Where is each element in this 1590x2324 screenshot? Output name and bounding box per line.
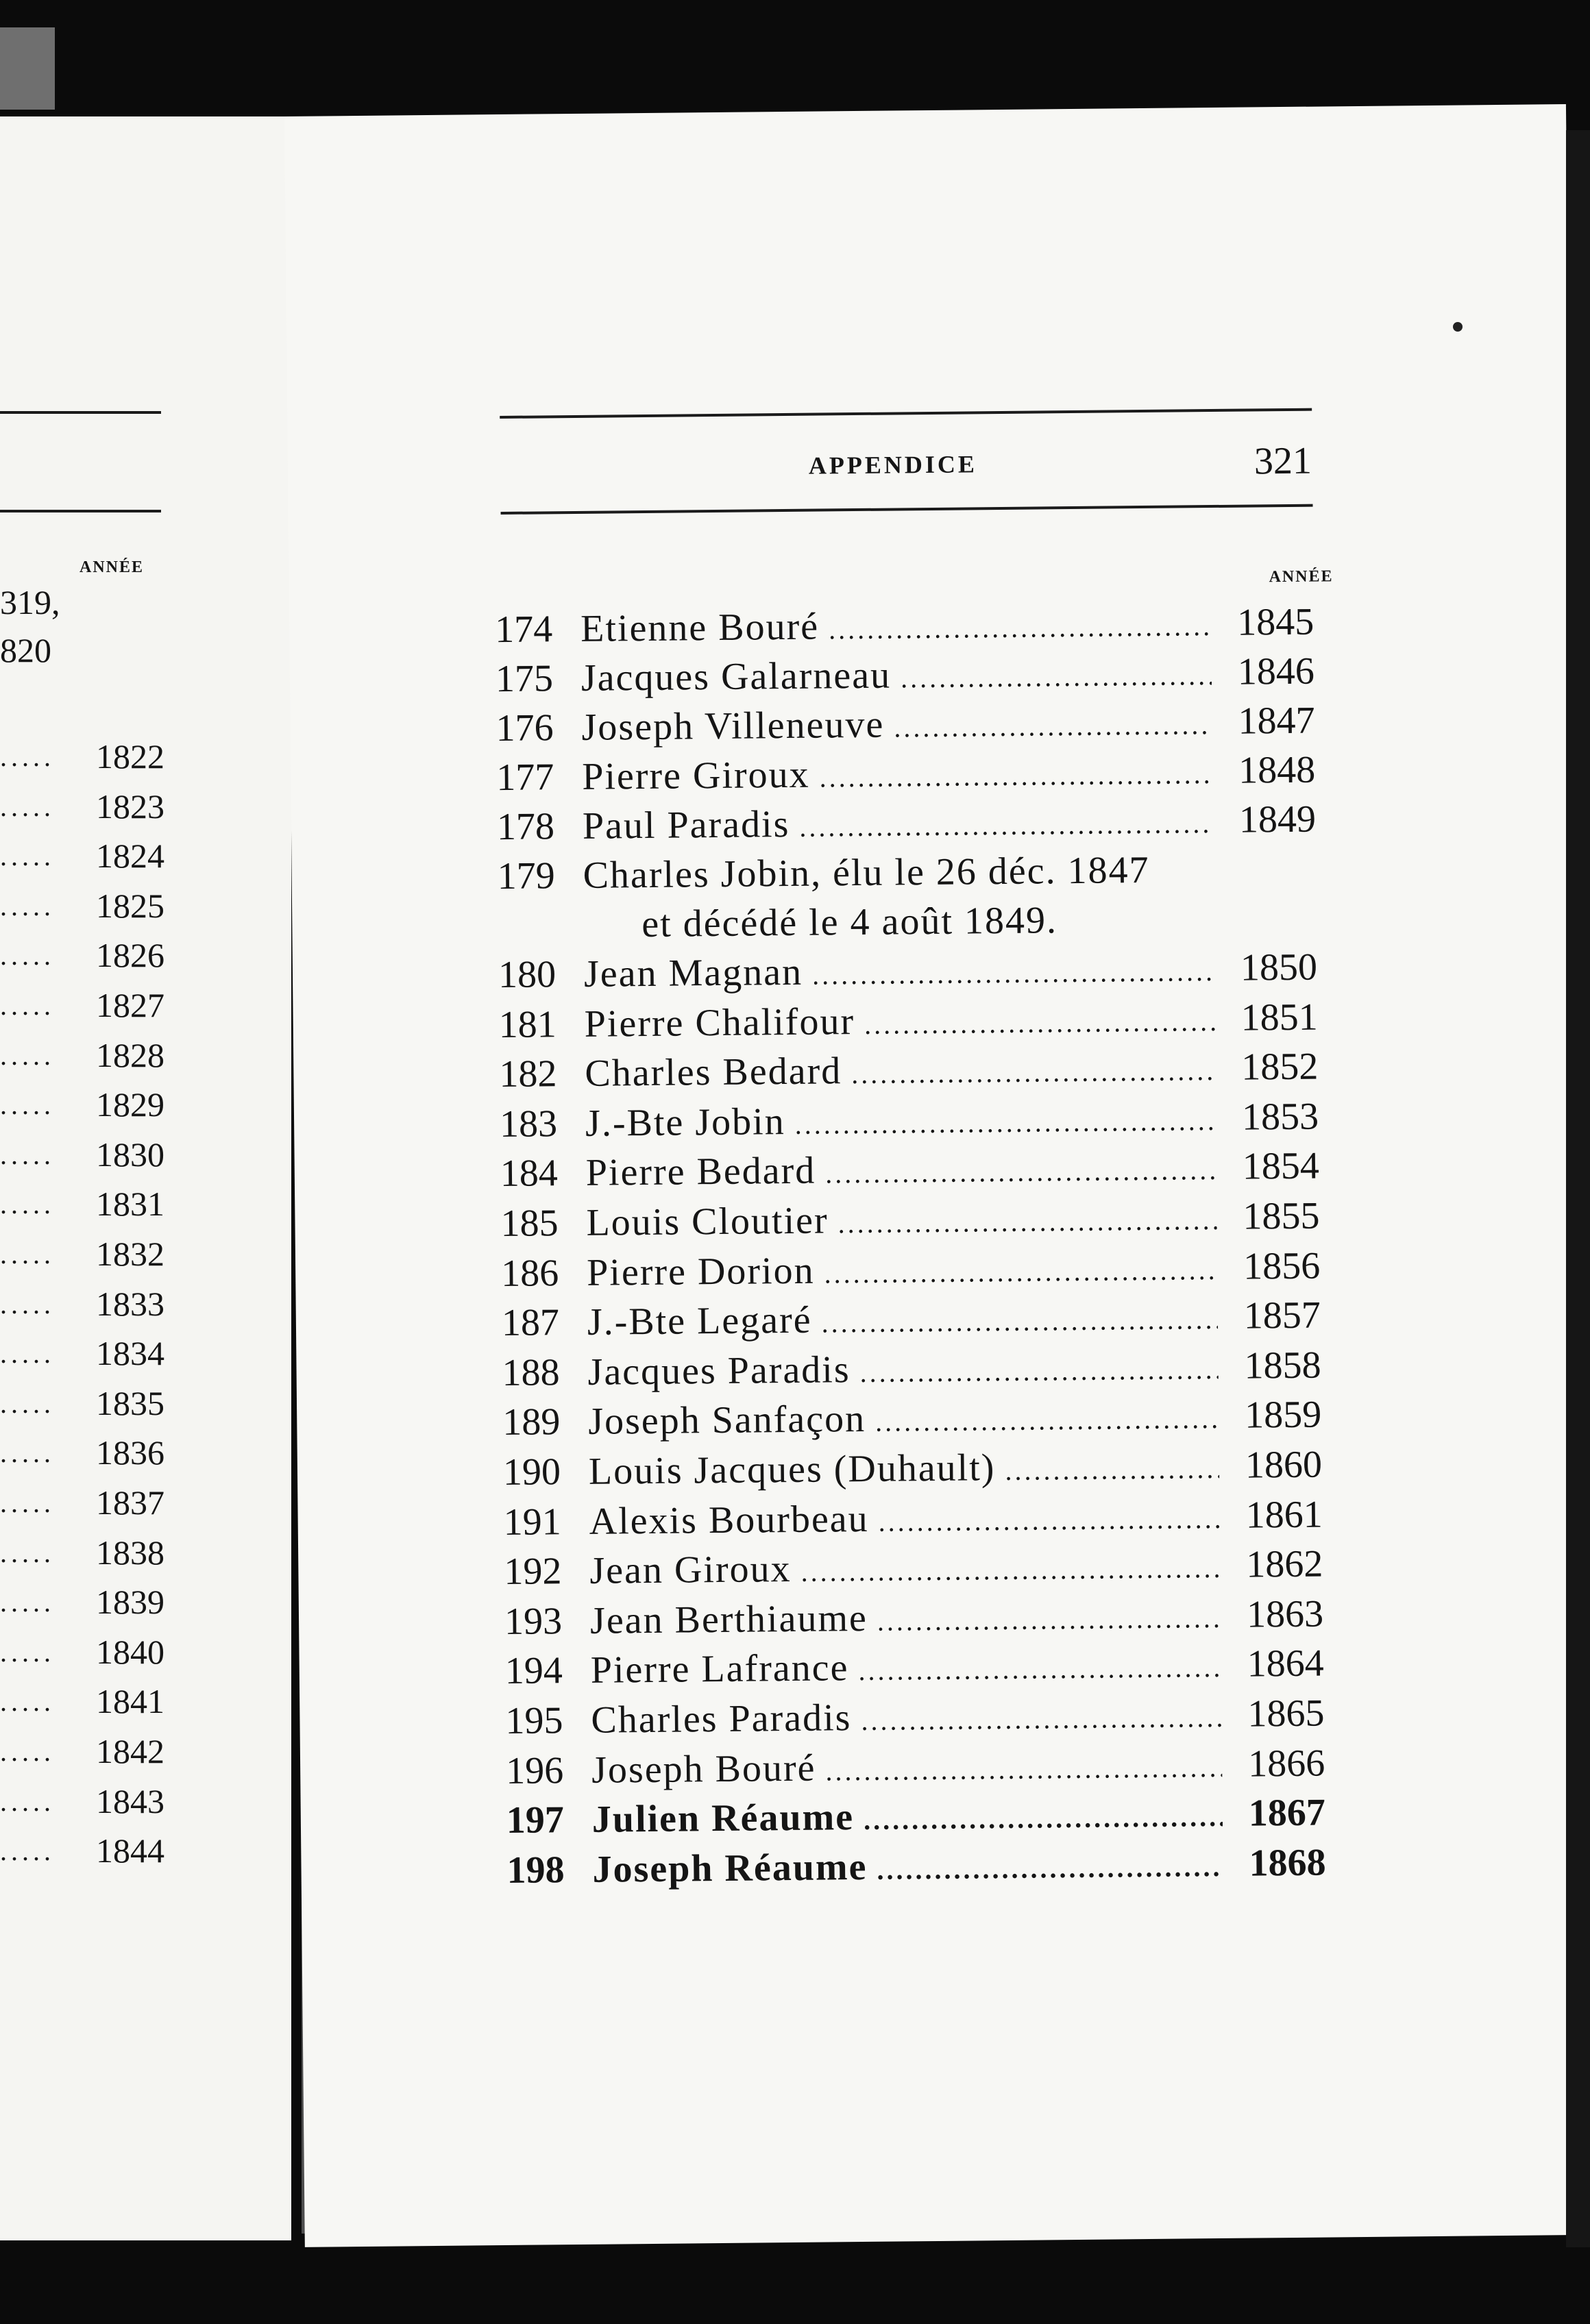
left-year-row [0,1533,164,1581]
entry-name: Pierre Bedard ..... [586,1145,1217,1195]
leader-dots: ..... [0,890,55,922]
entry-year: 1854 [1242,1144,1320,1189]
leader-dots: ..... [0,1736,55,1767]
entry-number: 196 [505,1748,564,1792]
entry-number: 194 [504,1649,563,1693]
left-year: 1833 [96,1284,164,1323]
header-rule-bottom [501,504,1313,515]
entry-row [502,1393,1322,1450]
entry-row [495,600,1314,657]
entry-number: 179 [497,854,555,898]
left-year: 1844 [96,1831,164,1870]
entry-row [496,650,1315,706]
left-continuation-1: 319, [0,583,60,621]
left-year: 1830 [96,1135,164,1174]
entry-year: 1859 [1244,1393,1322,1437]
left-year-row [0,1383,164,1431]
left-year: 1840 [96,1632,164,1671]
left-year: 1825 [96,886,164,925]
right-page [284,104,1587,2247]
leader-dots: ..... [0,741,55,772]
entry-row [500,1194,1320,1251]
entry-row [498,995,1318,1052]
left-year-row [0,787,164,835]
entry-number: 198 [506,1848,565,1892]
left-year: 1834 [96,1334,164,1373]
entry-number: 175 [495,657,554,701]
entry-number: 187 [501,1301,560,1345]
entry-name: Pierre Dorion ..... [587,1245,1218,1295]
left-year-row [0,1831,164,1879]
entry-number: 186 [500,1251,559,1295]
entry-year: 1862 [1246,1542,1323,1586]
entry-year: 1863 [1246,1592,1324,1636]
entry-name: Pierre Chalifour ..... [584,996,1215,1046]
left-year: 1831 [96,1185,164,1224]
left-year: 1841 [96,1682,164,1721]
entry-row [501,1244,1321,1300]
entry-row [500,1144,1320,1201]
header-rule-top [500,408,1312,419]
entry-number: 193 [504,1600,563,1643]
page-header-title: APPENDICE [808,450,978,480]
entry-year: 1850 [1240,945,1318,989]
entry-year: 1861 [1245,1493,1323,1537]
left-year: 1838 [96,1533,164,1572]
entry-number: 188 [502,1351,560,1394]
left-year-row [0,1433,164,1481]
leader-dots: ..... [0,990,55,1021]
entry-name: Jacques Galarneau ..... [581,650,1212,700]
entry-row [506,1791,1326,1848]
entry-row [499,1045,1319,1102]
scanner-corner [0,27,55,110]
entry-row [506,1840,1326,1897]
entry-row [500,1094,1319,1151]
entry-year: 1860 [1245,1443,1323,1487]
left-year-row [0,1085,164,1133]
entry-row [496,748,1316,805]
entry-row [502,1343,1321,1400]
entry-name: Joseph Réaume ..... [592,1842,1223,1892]
entry-name: Charles Paradis ..... [591,1692,1222,1742]
entry-number: 190 [502,1450,561,1494]
left-year-row [0,886,164,934]
entry-name: Jean Magnan ..... [584,946,1215,996]
left-year-row [0,1681,164,1729]
entry-row [503,1492,1323,1549]
leader-dots: ..... [0,1338,55,1370]
left-year: 1827 [96,986,164,1024]
leader-dots: ..... [0,940,55,972]
entry-number: 181 [498,1002,557,1046]
leader-dots: ..... [0,1487,55,1518]
entry-row [503,1443,1323,1500]
entry-name: Pierre Giroux ..... [582,749,1213,799]
entry-row [498,945,1318,1002]
leader-dots: ..... [0,1288,55,1320]
entry-name: Jean Berthiaume ..... [590,1593,1221,1643]
entry-year: 1865 [1247,1692,1325,1735]
entry-year: 1845 [1236,600,1314,644]
entry-name: Joseph Sanfaçon ..... [588,1394,1219,1444]
leader-dots: ..... [0,1587,55,1618]
entry-number: 189 [502,1400,561,1444]
entry-name: J.-Bte Jobin ..... [585,1096,1216,1146]
entry-name: Etienne Bouré ..... [580,601,1212,651]
left-annee-label: ANNÉE [80,558,145,576]
entry-name: Louis Jacques (Duhault) ..... [589,1444,1220,1494]
entry-name: Julien Réaume ..... [592,1792,1223,1842]
entry-number: 183 [499,1102,558,1146]
page-edge-shadow [1566,130,1590,2247]
page-number: 321 [1253,439,1312,483]
entry-year: 1866 [1247,1742,1325,1785]
left-year: 1839 [96,1583,164,1622]
entry-year: 1858 [1244,1344,1321,1387]
note-entry [497,847,1317,904]
entry-year: 1855 [1243,1194,1320,1238]
entry-name: Joseph Bouré ..... [591,1742,1223,1792]
left-year: 1822 [96,737,164,776]
entry-row [505,1692,1325,1748]
leader-dots: ..... [0,1835,55,1867]
left-rule-bottom [0,510,161,512]
left-year: 1828 [96,1035,164,1074]
left-year-row [0,1781,164,1829]
left-year-row [0,935,164,983]
entry-row [496,699,1315,756]
left-year-row [0,1284,164,1332]
entry-year: 1849 [1238,798,1317,841]
annee-column-label: ANNÉE [1269,567,1334,586]
left-year-row [0,1135,164,1183]
left-year: 1836 [96,1433,164,1472]
entry-number: 185 [500,1202,559,1246]
left-year: 1842 [96,1732,164,1770]
entry-name: Charles Bedard ..... [585,1046,1216,1096]
leader-dots: ..... [0,1437,55,1469]
leader-dots: ..... [0,841,55,872]
left-year: 1829 [96,1085,164,1124]
note-line-2: et décédé le 4 août 1849. [641,899,1058,946]
entry-row [504,1642,1324,1698]
entry-year: 1853 [1241,1095,1319,1139]
entry-row [504,1592,1324,1648]
entry-number: 174 [494,608,553,652]
left-year-row [0,1632,164,1680]
leader-dots: ..... [0,1785,55,1817]
entry-number: 184 [500,1152,559,1196]
left-year-row [0,985,164,1033]
left-year-row [0,836,164,884]
left-year-row [0,1483,164,1531]
leader-dots: ..... [0,1189,55,1220]
left-year-row [0,1184,164,1232]
left-year-row [0,737,164,784]
leader-dots: ..... [0,791,55,822]
entry-year: 1852 [1241,1045,1319,1089]
entry-name: Jean Giroux ..... [589,1543,1221,1593]
note-line-1: Charles Jobin, élu le 26 déc. 1847 [583,848,1150,897]
entry-year: 1864 [1247,1642,1325,1686]
entry-number: 197 [506,1798,565,1842]
entry-name: J.-Bte Legaré ..... [587,1294,1219,1344]
entry-year: 1857 [1243,1294,1321,1337]
left-year: 1837 [96,1483,164,1522]
entry-number: 195 [505,1699,563,1743]
left-year-row [0,1582,164,1630]
entry-name: Alexis Bourbeau ..... [589,1494,1220,1544]
entry-number: 182 [499,1052,557,1096]
left-year-row [0,1035,164,1083]
entry-row [506,1741,1325,1798]
entry-year: 1867 [1248,1791,1326,1835]
entry-number: 177 [496,756,554,800]
left-continuation-2: 820 [0,631,51,669]
dust-speck [1453,322,1463,332]
leader-dots: ..... [0,1039,55,1071]
left-rule-top [0,411,161,414]
entry-number: 191 [503,1500,562,1544]
entry-row [497,798,1317,854]
left-year-row [0,1731,164,1779]
leader-dots: ..... [0,1089,55,1121]
leader-dots: ..... [0,1636,55,1668]
entry-name: Joseph Villeneuve ..... [581,700,1212,750]
entry-name: Pierre Lafrance ..... [590,1642,1221,1692]
entry-row [502,1294,1321,1350]
left-year: 1823 [96,787,164,826]
entry-year: 1851 [1240,996,1318,1039]
left-year: 1843 [96,1781,164,1820]
entry-year: 1847 [1238,699,1315,743]
entry-number: 180 [498,953,556,997]
left-year: 1824 [96,837,164,876]
entry-year: 1856 [1243,1244,1321,1288]
entry-year: 1848 [1238,748,1316,792]
left-year: 1832 [96,1235,164,1273]
entry-year: 1868 [1249,1841,1326,1885]
leader-dots: ..... [0,1387,55,1419]
entry-name: Paul Paradis ..... [583,798,1214,848]
left-year: 1826 [96,936,164,975]
leader-dots: ..... [0,1239,55,1270]
left-year: 1835 [96,1383,164,1422]
entry-number: 192 [504,1550,562,1594]
entry-row [504,1542,1323,1599]
entry-number: 178 [496,805,555,849]
leader-dots: ..... [0,1537,55,1568]
leader-dots: ..... [0,1139,55,1170]
left-year-row [0,1234,164,1282]
entry-number: 176 [496,706,554,750]
left-year-row [0,1333,164,1381]
leader-dots: ..... [0,1686,55,1718]
left-page [0,116,291,2240]
entry-year: 1846 [1237,650,1315,693]
entry-name: Jacques Paradis ..... [587,1344,1219,1394]
entry-name: Louis Cloutier ..... [586,1195,1217,1245]
